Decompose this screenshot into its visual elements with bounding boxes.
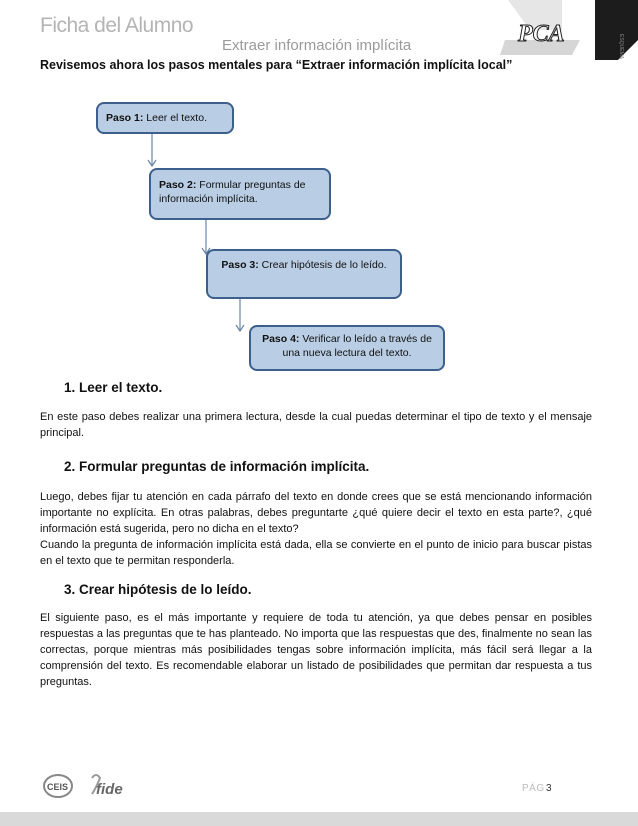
svg-text:ESQUEMA: ESQUEMA <box>618 34 624 60</box>
step-4-text: Verificar lo leído a través de una nueva lectura del texto. <box>282 333 432 359</box>
pca-logo-text: PCA <box>518 21 565 47</box>
section-2-body-2: Cuando la pregunta de información implícita está dada, ella se convierte en el punto de inicio para buscar pistas en el texto que te permitan responderla. <box>40 539 592 567</box>
step-4-box <box>249 325 445 371</box>
header-subtitle: Extraer información implícita <box>222 37 412 54</box>
intro-text: Revisemos ahora los pasos mentales para “Extraer información implícita local” <box>40 58 513 72</box>
step-2-text: Formular preguntas de información implícita. <box>159 179 306 205</box>
step-1-label: Paso 1: <box>106 112 144 124</box>
step-1-text: Leer el texto. <box>143 112 207 124</box>
fide-logo: fide <box>96 781 123 798</box>
section-2-heading: 2. Formular preguntas de información implícita. <box>64 459 370 474</box>
ceis-logo: CEIS <box>47 782 69 792</box>
section-1-body: En este paso debes realizar una primera lectura, desde la cual puedas determinar el tipo de texto y el mensaje principal. <box>40 411 592 439</box>
page-number: 3 <box>546 783 552 794</box>
section-1-heading: 1. Leer el texto. <box>64 380 163 395</box>
step-2-box <box>149 168 331 220</box>
step-2-label: Paso 2: <box>159 179 197 191</box>
footer-logos <box>40 770 140 802</box>
step-3-text: Crear hipótesis de lo leído. <box>258 259 387 271</box>
header-title: Ficha del Alumno <box>40 14 194 37</box>
step-4-label: Paso 4: <box>262 333 300 345</box>
section-3-body: El siguiente paso, es el más importante y requiere de toda tu atención, ya que debes pensar en posibles respuestas a las preguntas que te has planteado. No importa que las respuestas que des, finalmente no sean las correctas, porque mientras más posibilidades tengas sobre información implícita, más fácil será llegar a la comprensión del texto. Es recomendable elaborar un listado de posibilidades que permitan dar respuesta a tus preguntas. <box>40 612 592 688</box>
step-3-box <box>206 249 402 299</box>
section-2-body: Luego, debes fijar tu atención en cada párrafo del texto en donde crees que se está mencionando información importante no explícita. En otras palabras, debes preguntarte ¿qué quiere decir el texto en esta parte?, ¿qué información está sugerida, pero no dicha en el texto? <box>40 491 592 535</box>
page-label: PÁG <box>522 783 545 794</box>
footer-bar <box>0 812 638 826</box>
step-1-box <box>96 102 234 134</box>
section-3-heading: 3. Crear hipótesis de lo leído. <box>64 582 252 597</box>
step-3-label: Paso 3: <box>221 259 259 271</box>
